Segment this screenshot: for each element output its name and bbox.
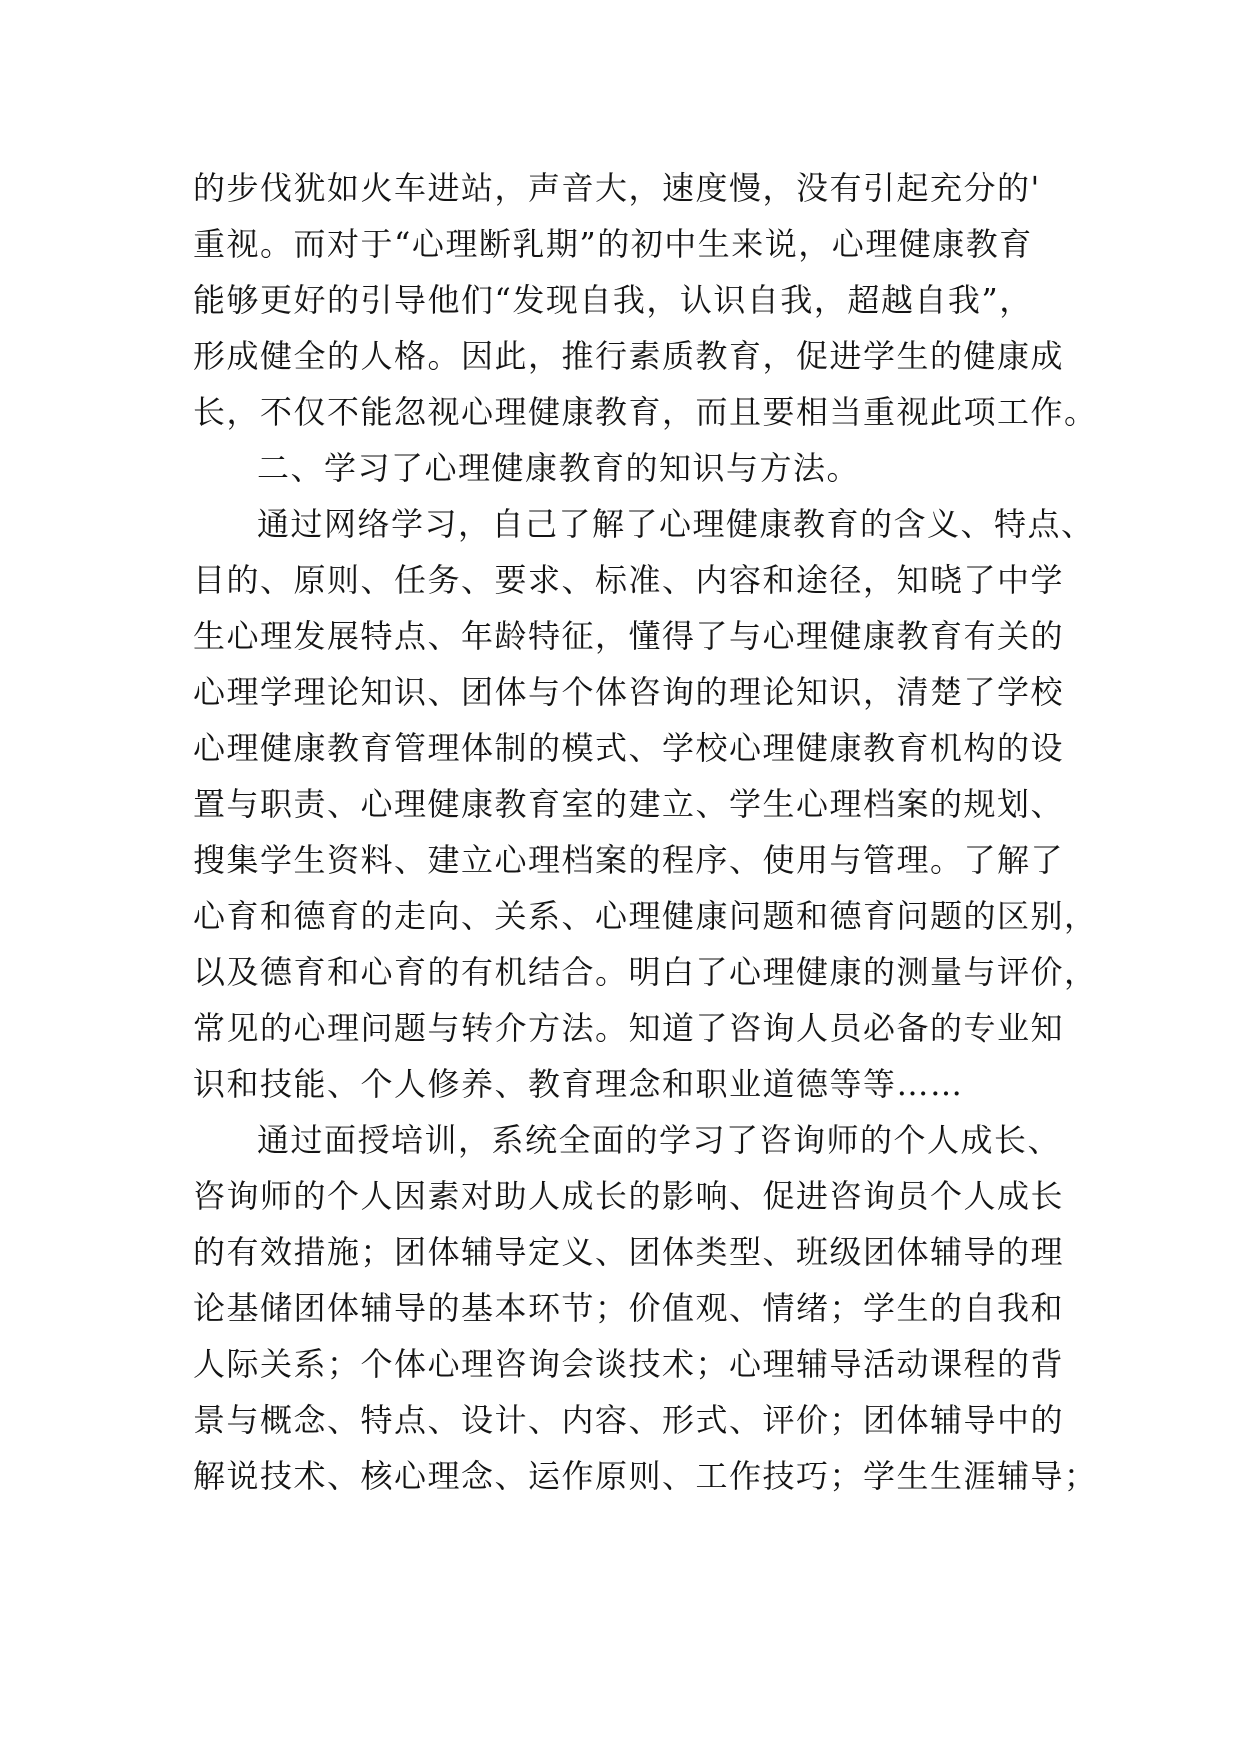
paragraph-start-line: 通过面授培训，系统全面的学习了咨询师的个人成长、	[257, 1121, 1062, 1159]
text-line: 识和技能、个人修养、教育理念和职业道德等等……	[193, 1065, 964, 1103]
text-line: 心理学理论知识、团体与个体咨询的理论知识，清楚了学校	[193, 673, 1065, 711]
text-line: 的有效措施；团体辅导定义、团体类型、班级团体辅导的理	[193, 1233, 1065, 1271]
text-line: 目的、原则、任务、要求、标准、内容和途径，知晓了中学	[193, 561, 1065, 599]
text-line: 重视。而对于“心理断乳期”的初中生来说，心理健康教育	[193, 225, 1033, 263]
text-line: 心育和德育的走向、关系、心理健康问题和德育问题的区别，	[193, 897, 1098, 935]
paragraph-start-line: 通过网络学习，自己了解了心理健康教育的含义、特点、	[257, 505, 1095, 543]
body-text	[193, 160, 1098, 1504]
text-line: 置与职责、心理健康教育室的建立、学生心理档案的规划、	[193, 785, 1065, 823]
text-line: 长，不仅不能忽视心理健康教育，而且要相当重视此项工作。	[193, 393, 1098, 431]
text-line: 搜集学生资料、建立心理档案的程序、使用与管理。了解了	[193, 841, 1065, 879]
text-line: 的步伐犹如火车进站，声音大，速度慢，没有引起充分的'	[193, 169, 1041, 207]
section-heading: 二、学习了心理健康教育的知识与方法。	[257, 449, 861, 487]
text-line: 人际关系；个体心理咨询会谈技术；心理辅导活动课程的背	[193, 1345, 1065, 1383]
text-line: 能够更好的引导他们“发现自我，认识自我，超越自我”，	[193, 281, 1033, 319]
text-line: 以及德育和心育的有机结合。明白了心理健康的测量与评价，	[193, 953, 1098, 991]
text-line: 形成健全的人格。因此，推行素质教育，促进学生的健康成	[193, 337, 1065, 375]
text-line: 解说技术、核心理念、运作原则、工作技巧；学生生涯辅导；	[193, 1457, 1098, 1495]
text-line: 论基储团体辅导的基本环节；价值观、情绪；学生的自我和	[193, 1289, 1065, 1327]
text-line: 咨询师的个人因素对助人成长的影响、促进咨询员个人成长	[193, 1177, 1065, 1215]
text-line: 生心理发展特点、年龄特征，懂得了与心理健康教育有关的	[193, 617, 1065, 655]
text-line: 景与概念、特点、设计、内容、形式、评价；团体辅导中的	[193, 1401, 1065, 1439]
text-line: 常见的心理问题与转介方法。知道了咨询人员必备的专业知	[193, 1009, 1065, 1047]
text-line: 心理健康教育管理体制的模式、学校心理健康教育机构的设	[193, 729, 1065, 767]
